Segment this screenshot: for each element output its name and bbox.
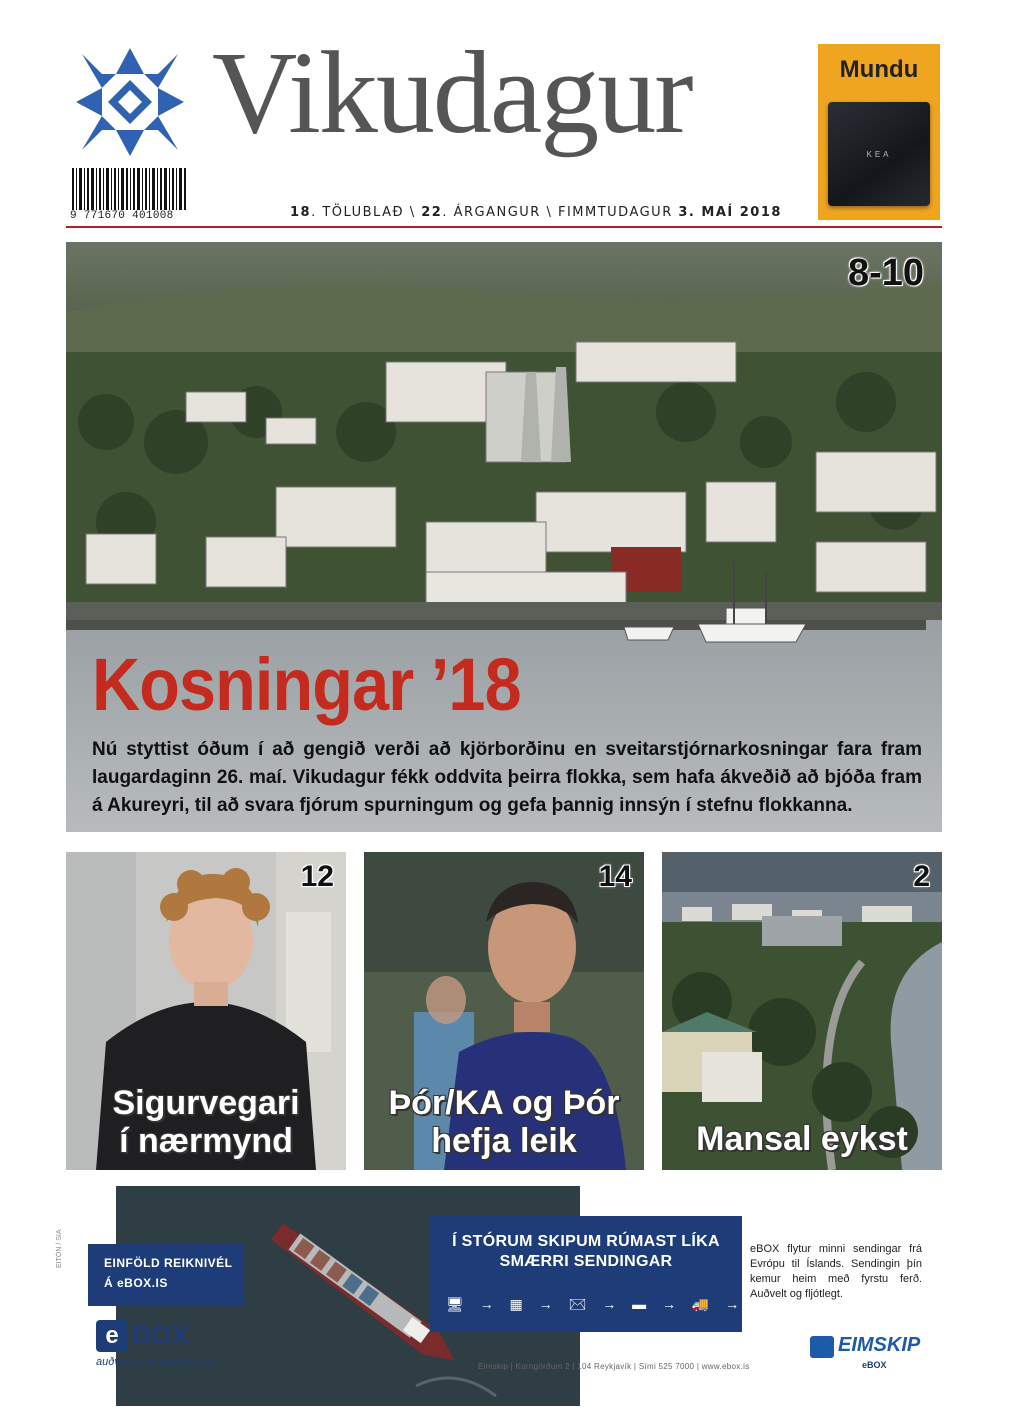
teaser-winner[interactable] (66, 852, 346, 1170)
teaser-page-ref: 12 (300, 860, 334, 893)
teaser-trafficking[interactable] (662, 852, 942, 1170)
kea-card-image (828, 102, 930, 206)
ad-center-box (430, 1216, 770, 1332)
ad-center-title (430, 1232, 742, 1272)
eimskip-sub: eBOX (862, 1360, 887, 1370)
issue-number: 18 (290, 205, 312, 220)
barcode-icon (70, 168, 188, 210)
issue-line (290, 205, 782, 220)
teaser-title (364, 1084, 644, 1160)
ad-left-line2: Á eBOX.IS (104, 1276, 168, 1290)
ad-calculator-box[interactable] (88, 1244, 244, 1306)
kea-card-text: KEA (866, 150, 892, 159)
ad-center-line2: SMÆRRI SENDINGAR (499, 1253, 673, 1270)
issue-label: . TÖLUBLAÐ \ (311, 205, 422, 220)
ad-credit: EITÓN / SIA (56, 1229, 63, 1268)
teaser-football[interactable] (364, 852, 644, 1170)
volume-label: . ÁRGANGUR \ FIMMTUDAGUR (442, 205, 679, 220)
ebox-tagline: auðveldar smásendingar (96, 1356, 217, 1368)
issue-date: 3. MAÍ 2018 (678, 205, 782, 220)
eimskip-icon (810, 1336, 834, 1358)
star-logo-icon (72, 44, 188, 160)
teaser-title-line2: í nærmynd (119, 1122, 293, 1160)
teaser-title-line1: Mansal eykst (696, 1120, 908, 1158)
volume-number: 22 (421, 205, 443, 220)
masthead-title: Vikudagur (212, 27, 692, 158)
teaser-title-line1: Sigurvegari (112, 1084, 300, 1122)
ad-contact: Eimskip | Korngörðum 2 | 104 Reykjavík | Sími 525 7000 | www.ebox.is (478, 1362, 750, 1371)
teaser-title-line1: Þór/KA og Þór (388, 1084, 620, 1122)
mundu-label: Mundu (839, 56, 919, 83)
mundu-ad[interactable] (818, 44, 940, 220)
teaser-page-ref: 14 (598, 860, 632, 893)
ebox-logo[interactable] (96, 1318, 206, 1354)
shipping-steps-icons: 🖥 → ▦ → ✉ → ▬ → 🚚 → ⌂ (446, 1296, 770, 1312)
lead-story[interactable] (66, 242, 942, 832)
teaser-title-line2: hefja leik (431, 1122, 577, 1160)
ebox-e-icon: e (96, 1320, 128, 1352)
lead-headline: Kosningar ’18 (92, 643, 521, 726)
masthead-divider (66, 226, 942, 228)
ad-right-text: eBOX flytur minni sendingar frá Evrópu til Íslands. Sendingin þín kemur heim með fyrstu ferð. Auðvelt og fljótlegt. (750, 1243, 922, 1300)
ad-center-line1: Í STÓRUM SKIPUM RÚMAST LÍKA (452, 1233, 720, 1250)
barcode-number: 9 771670 401008 (70, 210, 174, 222)
teaser-title (662, 1120, 942, 1158)
lead-page-ref: 8-10 (847, 252, 924, 294)
teaser-title (66, 1084, 346, 1160)
ad-left-line1: EINFÖLD REIKNIVÉL (104, 1256, 233, 1270)
teaser-page-ref: 2 (913, 860, 930, 893)
lead-body: Nú styttist óðum í að gengið verði að kjörborðinu en sveitarstjórnarkosningar fara fram laugardaginn 26. maí. Vikudagur fékk oddvita þeirra flokka, sem hafa ákveðið að bjóða fram á Akureyri, til að svara fjórum spurningum og gefa þannig innsýn í stefnu flokkanna. (92, 739, 922, 816)
eimskip-brand: EIMSKIP (838, 1334, 921, 1356)
ebox-brand: BOX (132, 1320, 189, 1350)
